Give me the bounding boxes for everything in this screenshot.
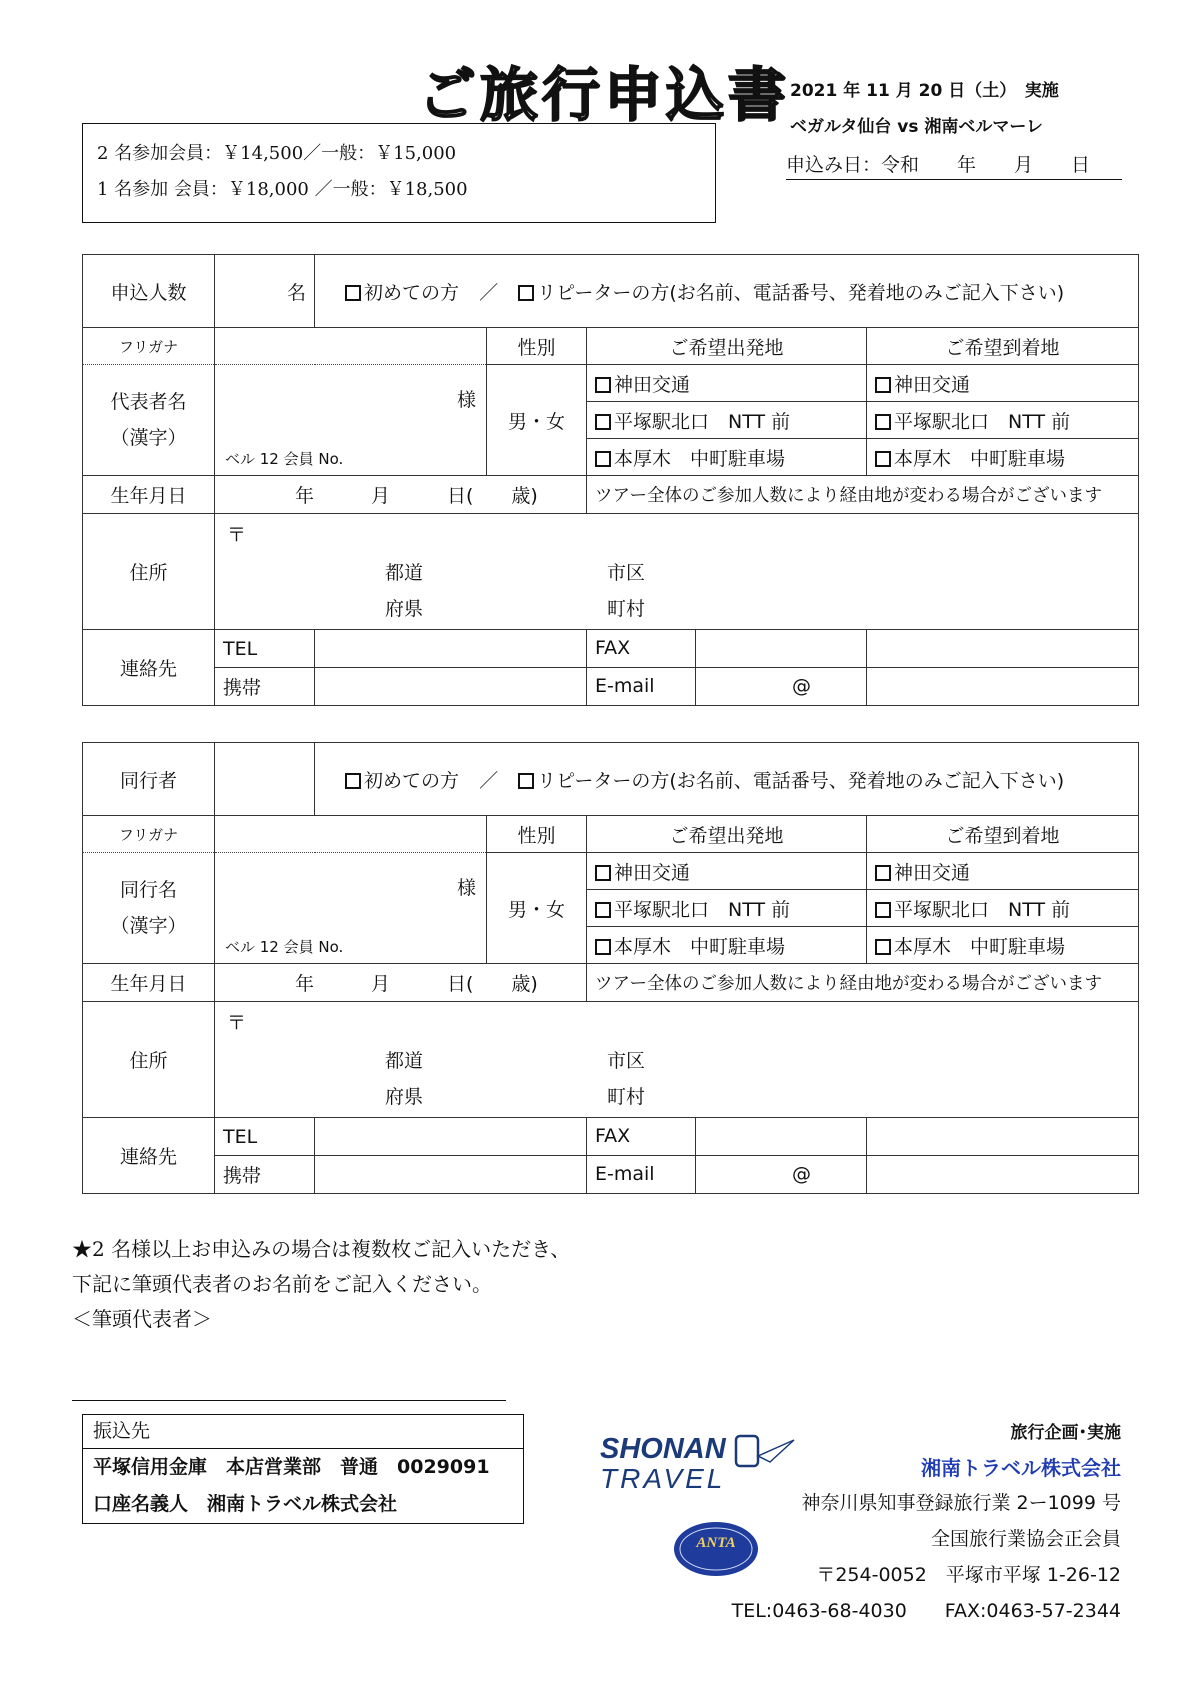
arrive-option-label: 平塚駅北口 NTT 前 [894,410,1071,433]
price-box [82,123,716,223]
route-note: ツアー全体のご参加人数により経由地が変わる場合がございます [587,476,1139,514]
email-label: E-mail [587,668,696,705]
companion-count-field[interactable] [215,743,315,816]
city-label-1: 市区 [607,1050,646,1072]
company-registration: 神奈川県知事登録旅行業 2ー1099 号 [801,1492,1121,1514]
fax-label: FAX [587,630,696,667]
company-phone: TEL:0463-68-4030 FAX:0463-57-2344 [731,1600,1121,1622]
bank-account-holder: 口座名義人 湘南トラベル株式会社 [93,1493,398,1515]
depart-option-label: 神田交通 [614,861,691,884]
arrive-option[interactable] [867,402,1139,439]
note-line: ＜筆頭代表者＞ [72,1307,212,1331]
furigana-field[interactable] [215,328,487,365]
name-label: 同行名 [119,879,177,901]
repeater-checkbox[interactable] [518,285,534,301]
apply-date: 申込み日：令和 年 月 日 [786,150,1122,180]
arrive-option-label: 本厚木 中町駐車場 [894,935,1066,958]
city-label-1: 市区 [607,562,646,584]
contact-label: 連絡先 [83,630,215,706]
member-no-label: ベル 12 会員 No. [225,450,344,468]
representative-signature-line[interactable] [72,1400,506,1401]
address-label: 住所 [83,1002,215,1118]
postal-mark: 〒 [227,1012,247,1034]
gender-label: 性別 [487,816,587,853]
pref-label-1: 都道 [385,1050,424,1072]
gender-label: 性別 [487,328,587,365]
furigana-field[interactable] [215,816,487,853]
arrive-option[interactable] [867,365,1139,402]
depart-option-label: 平塚駅北口 NTT 前 [614,410,791,433]
checkbox[interactable] [595,865,611,881]
arrive-option-label: 本厚木 中町駐車場 [894,447,1066,470]
arrive-option[interactable] [867,927,1139,964]
notes [72,1232,570,1337]
name-label-kanji: （漢字） [110,427,187,449]
tel-label: TEL [215,630,315,668]
address-field[interactable] [215,1002,1139,1118]
mobile-field[interactable] [315,668,587,706]
name-label-kanji: （漢字） [110,915,187,937]
companion-form [82,742,1139,1194]
pref-label-2: 府県 [385,1086,424,1108]
fax-field[interactable] [696,630,866,667]
arrive-label: ご希望到着地 [867,328,1139,365]
checkbox[interactable] [875,902,891,918]
note-line: 下記に筆頭代表者のお名前をご記入ください。 [72,1272,492,1296]
fax-field-ext[interactable] [867,630,1139,668]
postal-mark: 〒 [227,524,247,546]
name-label: 代表者名 [110,391,187,413]
fax-field[interactable] [696,1118,866,1155]
depart-option[interactable] [587,927,867,964]
checkbox[interactable] [875,377,891,393]
arrive-option[interactable] [867,853,1139,890]
companion-label: 同行者 [83,743,215,816]
mobile-field[interactable] [315,1156,587,1194]
mobile-label: 携帯 [215,668,315,706]
shonan-travel-logo [598,1428,798,1498]
applicant-form [82,254,1139,706]
city-label-2: 町村 [607,598,646,620]
fax-label: FAX [587,1118,696,1155]
email-at: @ [792,675,811,697]
price-one-person: 1 名参加 会員：￥18,000 ／一般：￥18,500 [97,179,468,200]
first-time-label: 初めての方 [364,281,460,304]
event-date: 2021 年 11 月 20 日（土） 実施 [790,81,1059,101]
depart-option[interactable] [587,890,867,927]
arrive-option-label: 神田交通 [894,373,971,396]
company-association: 全国旅行業協会正会員 [930,1528,1121,1550]
depart-label: ご希望出発地 [587,816,867,853]
separator: ／ [479,769,499,792]
depart-option[interactable] [587,853,867,890]
first-time-checkbox[interactable] [345,773,361,789]
count-label: 申込人数 [83,255,215,328]
anta-text: ANTA [696,1535,736,1551]
logo-top-text: SHONAN [600,1433,726,1465]
address-label: 住所 [83,514,215,630]
bank-header: 振込先 [83,1415,523,1449]
mobile-label: 携帯 [215,1156,315,1194]
pref-label-2: 府県 [385,598,424,620]
member-no-label: ベル 12 会員 No. [225,938,344,956]
birth-label: 生年月日 [83,964,215,1002]
repeater-label: リピーターの方(お名前、電話番号、発着地のみご記入下さい) [537,769,1065,792]
page-title: ご旅行申込書 [418,61,791,129]
furigana-label: フリガナ [83,816,215,853]
city-label-2: 町村 [607,1086,646,1108]
name-field[interactable] [215,365,487,476]
honorific: 様 [456,877,476,899]
birth-field[interactable]: 年 月 日( 歳) [215,476,587,514]
arrive-option[interactable] [867,439,1139,476]
checkbox[interactable] [875,451,891,467]
email-at: @ [792,1163,811,1185]
tel-field[interactable] [315,1118,587,1156]
email-field[interactable] [867,1156,1139,1194]
birth-field[interactable]: 年 月 日( 歳) [215,964,587,1002]
email-field[interactable] [867,668,1139,706]
gender-field[interactable]: 男・女 [487,365,587,476]
first-time-checkbox[interactable] [345,285,361,301]
name-field[interactable] [215,853,487,964]
suitcase-icon [736,1436,758,1466]
depart-option[interactable] [587,402,867,439]
checkbox[interactable] [595,939,611,955]
checkbox[interactable] [875,414,891,430]
checkbox[interactable] [875,939,891,955]
depart-option-label: 本厚木 中町駐車場 [614,935,786,958]
separator: ／ [479,281,499,304]
checkbox[interactable] [595,451,611,467]
depart-label: ご希望出発地 [587,328,867,365]
furigana-label: フリガナ [83,328,215,365]
paper-plane-icon [758,1440,794,1462]
gender-field[interactable]: 男・女 [487,853,587,964]
contact-label: 連絡先 [83,1118,215,1194]
depart-option[interactable] [587,439,867,476]
company-name: 湘南トラベル株式会社 [921,1456,1121,1480]
checkbox[interactable] [595,902,611,918]
birth-label: 生年月日 [83,476,215,514]
honorific: 様 [456,389,476,411]
count-unit: 名 [286,281,306,304]
count-field[interactable] [215,255,315,328]
arrive-option-label: 平塚駅北口 NTT 前 [894,898,1071,921]
arrive-option-label: 神田交通 [894,861,971,884]
tel-field[interactable] [315,630,587,668]
address-field[interactable] [215,514,1139,630]
arrive-label: ご希望到着地 [867,816,1139,853]
anta-logo [672,1520,760,1578]
logo-bottom-text: TRAVEL [600,1463,726,1494]
checkbox[interactable] [595,377,611,393]
arrive-option[interactable] [867,890,1139,927]
depart-option-label: 神田交通 [614,373,691,396]
route-note: ツアー全体のご参加人数により経由地が変わる場合がございます [587,964,1139,1002]
first-time-label: 初めての方 [364,769,460,792]
note-line: ★2 名様以上お申込みの場合は複数枚ご記入いただき、 [72,1237,571,1261]
fax-field-ext[interactable] [867,1118,1139,1156]
company-role: 旅行企画･実施 [1010,1423,1121,1443]
depart-option[interactable] [587,365,867,402]
checkbox[interactable] [875,865,891,881]
repeater-label: リピーターの方(お名前、電話番号、発着地のみご記入下さい) [537,281,1065,304]
depart-option-label: 本厚木 中町駐車場 [614,447,786,470]
bank-box [82,1414,524,1524]
depart-option-label: 平塚駅北口 NTT 前 [614,898,791,921]
price-two-person: 2 名参加会員：￥14,500／一般：￥15,000 [97,143,457,164]
checkbox[interactable] [595,414,611,430]
bank-account: 平塚信用金庫 本店営業部 普通 0029091 [93,1456,490,1478]
company-address: 〒254-0052 平塚市平塚 1-26-12 [816,1564,1121,1586]
email-label: E-mail [587,1156,696,1193]
pref-label-1: 都道 [385,562,424,584]
tel-label: TEL [215,1118,315,1156]
event-match: ベガルタ仙台 vs 湘南ベルマーレ [790,117,1044,137]
repeater-checkbox[interactable] [518,773,534,789]
